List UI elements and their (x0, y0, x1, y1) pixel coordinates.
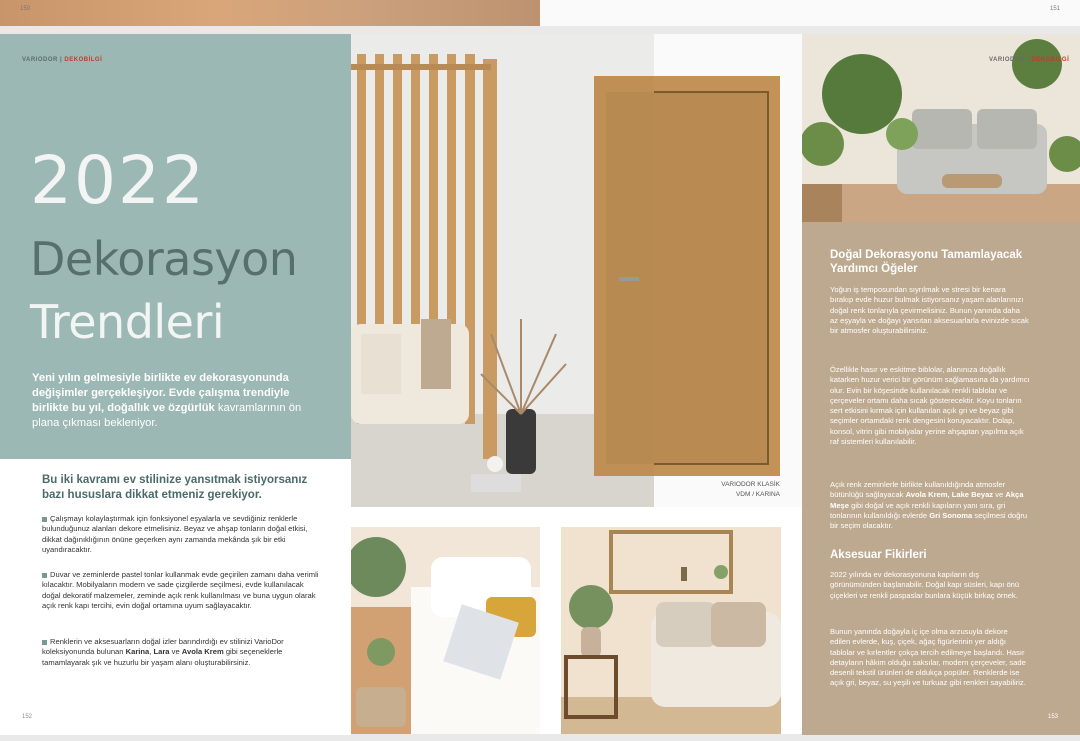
bullet-text: ve (169, 647, 182, 657)
bullet-square-icon (42, 573, 47, 578)
title-line-1: Dekorasyon (30, 232, 298, 286)
page-number-left: 152 (22, 714, 33, 720)
title-year: 2022 (30, 142, 206, 219)
page-number-top-right: 151 (1050, 6, 1061, 12)
right-paragraph-3 (830, 480, 1030, 531)
right-paragraph-4: 2022 yılında ev dekorasyonuna kapıların dış görünümünden başlanabilir. Doğal kapı süsleri, kapı önü çiçekleri ve renkli paspaslar bunlara küçük birkaç örnek. (830, 570, 1020, 600)
spacer (781, 527, 802, 734)
product-name: Avola Krem (181, 647, 224, 657)
brand-section: DEKOBİLGİ (64, 57, 103, 63)
sofa-illustration (561, 527, 781, 734)
right-paragraph-2: Özellikle hasır ve eskitme biblolar, alanınıza doğallık katarken huzur verici bir görünüm sağlamasına da yardımcı olur. Evin bir köşesinde kullanılacak renkli tablolar ve çerçeveler ortamı daha sıcak gösterecektir. Koyu tonların sert etkisini kırmak için kullanılan açık gri ve beyaz gibi seçimler ortamdaki renk dengesini koruyacaktır. Dolap, konsol, vitrin gibi mobilyalar yerine ahşaptan yapılma açık raf sistemleri kullanılabilir. (830, 365, 1030, 447)
bullet-text: Çalışmayı kolaylaştırmak için fonksiyonel eşyalarla ve sevdiğiniz renklerle bulunduğunuz alanları dekore etmelisiniz. Beyaz ve ahşap tonların doğal etkisi, dikkat dağınıklığının önüne geçerken aynı zamanda mekânda şık bir etki uyandıracaktır. (42, 514, 308, 555)
previous-page-right (540, 0, 1080, 26)
bullet-text: Renklerin ve aksesuarların doğal izler barındırdığı ev stilinizi VarioDor koleksiyonunda bulunan (42, 637, 284, 657)
paragraph-text: gibi doğal ve açık renkli kapıların yanı sıra, gri tonlarının kullanıldığı evlerde (830, 500, 1006, 520)
title-line-2: Trendleri (30, 295, 225, 349)
brand-name: VARIODOR (989, 57, 1025, 63)
spacer (351, 507, 802, 527)
caption-line-1: VARIODOR KLASİK (721, 481, 780, 488)
brand-separator: | (57, 57, 65, 63)
paragraph-text: Açık renk zeminlerle birlikte kullanıldığında atmosfer bütünlüğü sağlayacak (830, 480, 1006, 500)
right-heading-1: Doğal Dekorasyonu Tamamlayacak Yardımcı Öğeler (830, 249, 1023, 275)
door-photo-right-area (654, 34, 802, 507)
lead-text-bold: doğallık ve özgürlük (107, 402, 215, 414)
door-illustration (654, 34, 802, 507)
product-name: Lara (153, 647, 170, 657)
bullet-text: gibi seçeneklerle tamamlayarak şık ve huzurlu bir yaşam alanı oluşturabilirsiniz. (42, 647, 283, 667)
lead-text-1: Yeni yılın gelmesiyle birlikte ev dekorasyonunda değişimler gerçekleşiyor. Evde çalışma trendiyle birlikte bu yıl, (32, 372, 290, 414)
brand-separator: | (1024, 57, 1032, 63)
bullet-item-3 (42, 637, 322, 668)
right-paragraph-1: Yoğun iş temposundan sıyrılmak ve stresi bir kenara bırakıp evde huzur bulmak istiyorsanız yaşam alanlarınızı doğal renk tonlarıyla çevirmelisiniz. Bunun yanında daha az eşyayla ve doğayı yansıtan aksesuarlarla evinizde sıcak bir atmosfer oluşturabilirsiniz. (830, 285, 1029, 336)
bullet-item-2 (42, 570, 322, 612)
bullet-text: , (149, 647, 154, 657)
caption-line-2: VDM / KARINA (735, 491, 780, 498)
left-subheading: Bu iki kavramı ev stilinize yansıtmak istiyorsanız bazı hususlara dikkat etmeniz gerekiyor. (42, 474, 308, 501)
product-caption (700, 480, 780, 500)
product-name: Avola Krem, Lake Beyaz (905, 490, 994, 500)
bedroom-illustration (351, 527, 540, 734)
brand-header (22, 57, 102, 63)
spacer (540, 527, 561, 734)
page-number-top-left: 150 (20, 6, 31, 12)
right-heading-2: Aksesuar Fikirleri (830, 549, 927, 561)
page-number-right: 153 (1048, 714, 1059, 720)
bedroom-photo (351, 527, 540, 734)
paragraph-text: seçilmesi doğru bir seçim olacaktır. (830, 510, 1028, 531)
lead-text-2: kavramlarının ön plana çıkması bekleniyor. (32, 402, 302, 429)
right-paragraph-5: Bunun yanında doğayla iç içe olma arzusuyla dekore edilen evlerde, kuş, çiçek, ağaç figürlerinin yer aldığı tablolar ve kırlentler çokça tercih edilmeye başlandı. Hasır detayların hâkim olduğu saksılar, modern çerçeveler, sade desenli tekstil ürünleri de oldukça popüler. Renklerde ise açık gri, beyaz, su yeşili ve turkuaz gibi renkleri sayabiliriz. (830, 627, 1026, 688)
bullet-item-1 (42, 514, 322, 556)
door-living-room-photo (351, 34, 654, 507)
living-room-sofa-photo (561, 527, 781, 734)
previous-page-photo-strip (0, 0, 540, 26)
product-name: Karina (125, 647, 150, 657)
lead-paragraph (32, 371, 322, 431)
bullet-square-icon (42, 517, 47, 522)
door-scene-illustration (351, 34, 654, 507)
bullet-square-icon (42, 640, 47, 645)
product-name: Gri Sonoma (929, 510, 973, 520)
brand-section: DEKOBİLGİ (1031, 57, 1070, 63)
bullet-text: Duvar ve zeminlerde pastel tonlar kullanmak evde geçirilen zamanı daha verimli kılacaktır. Mobilyaların modern ve sade çizgilerde seçilmesi, evde kullanılacak doğal dekoratif malzemeler, zeminde açık renk kullanılması ve buna uygun olarak açık renk kapı tercihi, evin doğal ortamına uyum sağlayacaktır. (42, 570, 319, 611)
paragraph-text: ve (993, 490, 1006, 500)
product-name: Akça Meşe (830, 490, 1024, 510)
brand-header-right (989, 57, 1069, 63)
brand-name: VARIODOR (22, 57, 58, 63)
